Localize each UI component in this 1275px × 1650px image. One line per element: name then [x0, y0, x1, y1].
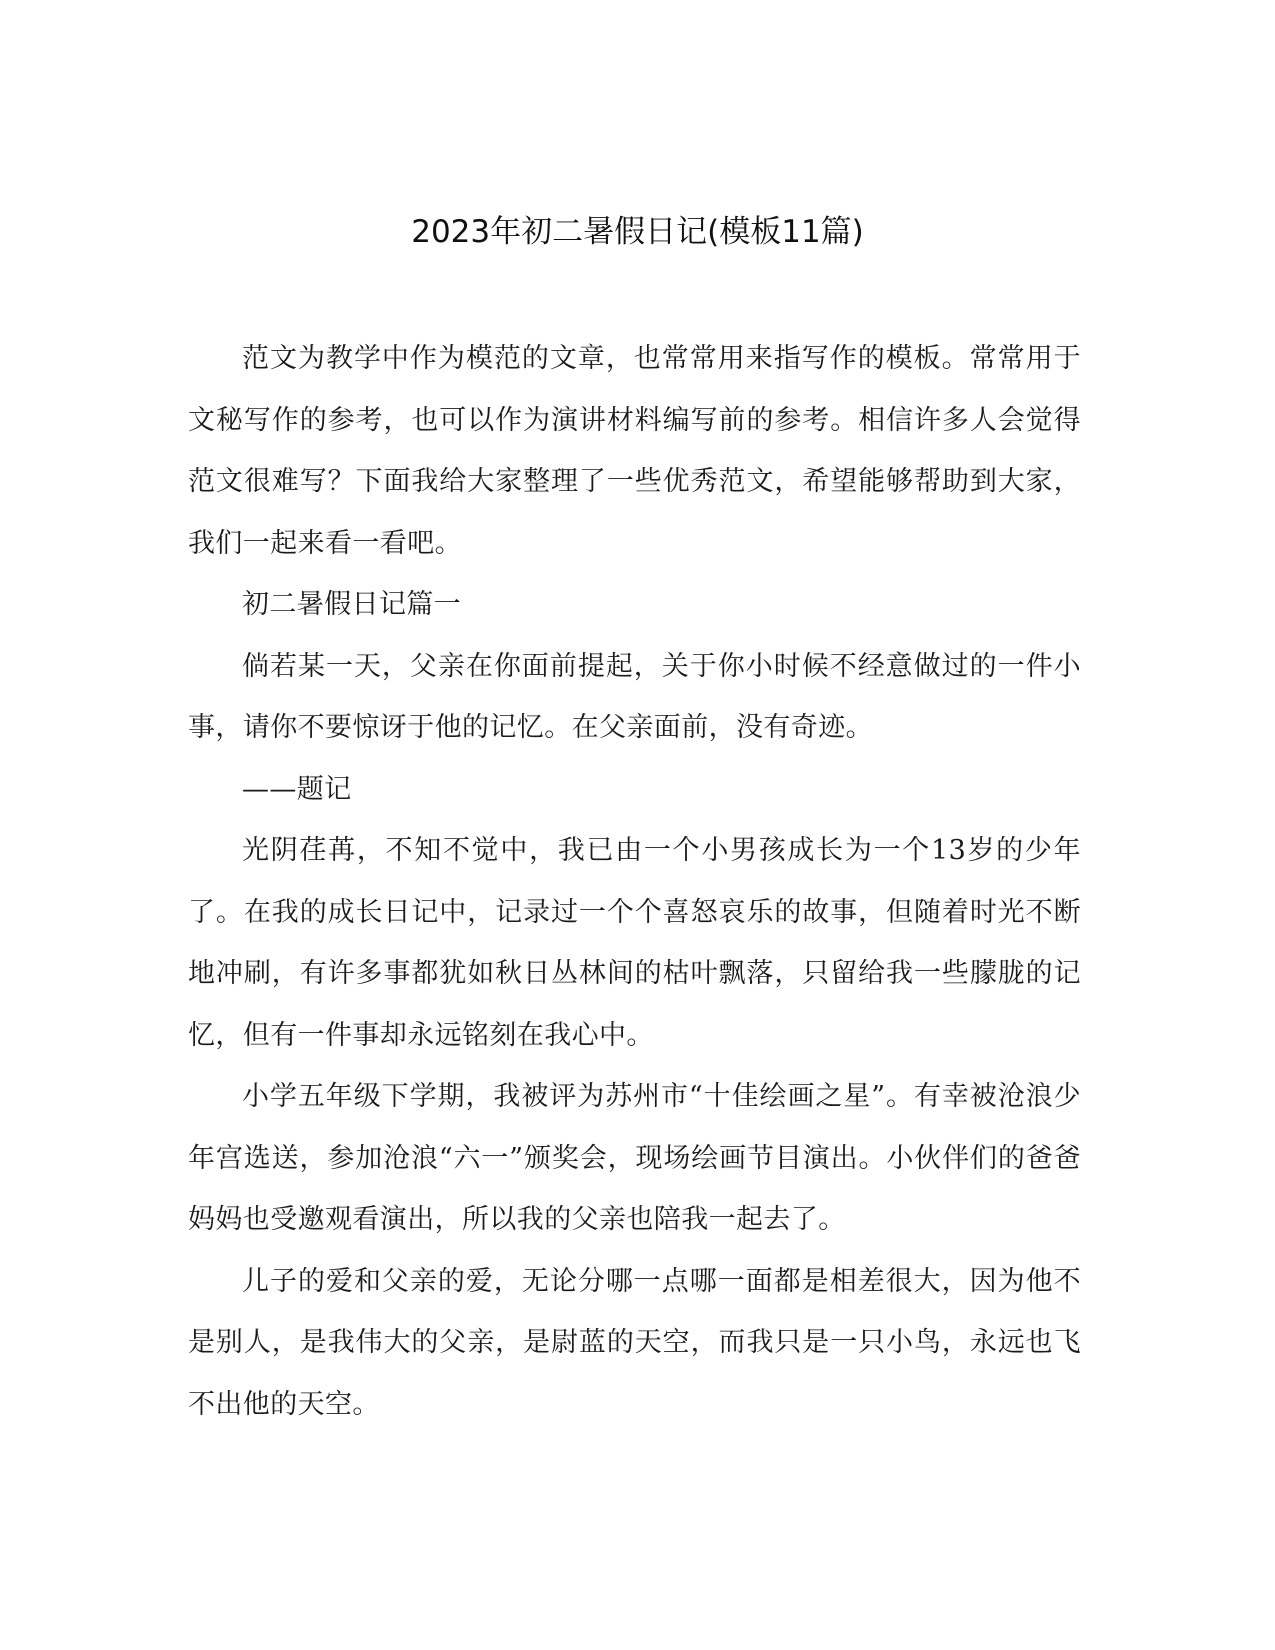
document-title: 2023年初二暑假日记(模板11篇) — [411, 214, 864, 250]
body-paragraph: 小学五年级下学期，我被评为苏州市“十佳绘画之星”。有幸被沧浪少年宫选送，参加沧浪“六一”颁奖会，现场绘画节目演出。小伙伴们的爸爸妈妈也受邀观看演出，所以我的父亲也陪我一起去了。 — [188, 1081, 1081, 1235]
epigraph-attribution: ——题记 — [242, 773, 352, 805]
section-heading: 初二暑假日记篇一 — [242, 589, 462, 620]
intro-paragraph: 范文为教学中作为模范的文章，也常常用来指写作的模板。常常用于文秘写作的参考，也可以作为演讲材料编写前的参考。相信许多人会觉得范文很难写？下面我给大家整理了一些优秀范文，希望能够帮助到大家，我们一起来看一看吧。 — [188, 343, 1081, 559]
epigraph-paragraph: 倘若某一天，父亲在你面前提起，关于你小时候不经意做过的一件小事，请你不要惊讶于他的记忆。在父亲面前，没有奇迹。 — [188, 650, 1081, 743]
document-body — [188, 328, 1081, 1435]
body-paragraph: 光阴荏苒，不知不觉中，我已由一个小男孩成长为一个13岁的少年了。在我的成长日记中，记录过一个个喜怒哀乐的故事，但随着时光不断地冲刷，有许多事都犹如秋日丛林间的枯叶飘落，只留给我一些朦胧的记忆，但有一件事却永远铭刻在我心中。 — [188, 835, 1081, 1051]
body-paragraph: 儿子的爱和父亲的爱，无论分哪一点哪一面都是相差很大，因为他不是别人，是我伟大的父亲，是尉蓝的天空，而我只是一只小鸟，永远也飞不出他的天空。 — [188, 1265, 1081, 1420]
